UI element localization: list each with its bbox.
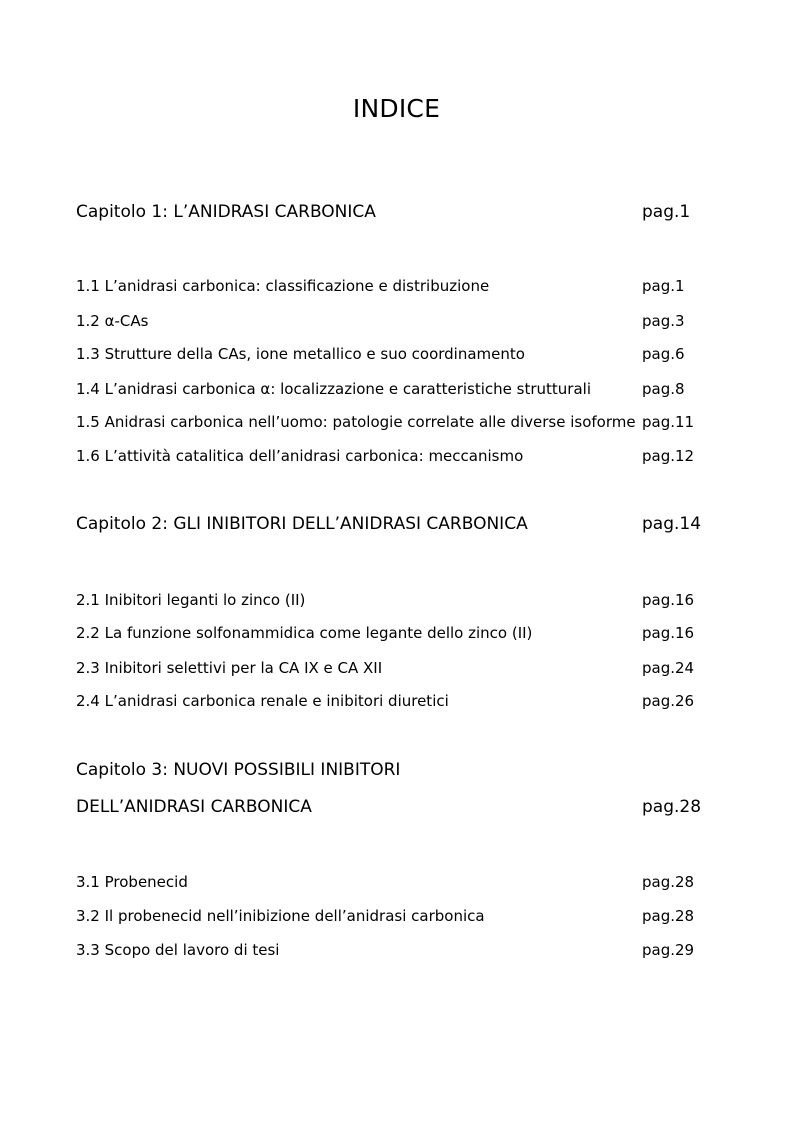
toc-entry-2-4 bbox=[76, 692, 716, 714]
chapter-2-page: pag.14 bbox=[642, 514, 702, 534]
section-1-3-title: 1.3 Strutture della CAs, ione metallico e suo coordinamento bbox=[76, 345, 525, 363]
chapter-3-entry-line2 bbox=[76, 797, 716, 821]
section-1-6-title: 1.6 L’attività catalitica dell’anidrasi carbonica: meccanismo bbox=[76, 447, 524, 465]
toc-entry-1-3 bbox=[76, 345, 716, 367]
section-3-3-page: pag.29 bbox=[642, 941, 695, 959]
section-1-5-page: pag.11 bbox=[642, 413, 695, 431]
section-3-2-title: 3.2 Il probenecid nell’inibizione dell’anidrasi carbonica bbox=[76, 907, 485, 925]
section-1-3-page: pag.6 bbox=[642, 345, 685, 363]
section-3-1-title: 3.1 Probenecid bbox=[76, 873, 188, 891]
toc-entry-3-2 bbox=[76, 907, 716, 929]
chapter-1-entry bbox=[76, 202, 716, 226]
chapter-2-title: Capitolo 2: GLI INIBITORI DELL’ANIDRASI CARBONICA bbox=[76, 514, 528, 534]
section-2-1-title: 2.1 Inibitori leganti lo zinco (II) bbox=[76, 591, 306, 609]
section-2-4-page: pag.26 bbox=[642, 692, 695, 710]
section-1-4-title: 1.4 L’anidrasi carbonica α: localizzazione e caratteristiche strutturali bbox=[76, 380, 591, 398]
section-2-3-page: pag.24 bbox=[642, 659, 695, 677]
toc-entry-3-1 bbox=[76, 873, 716, 895]
page-title: INDICE bbox=[352, 94, 441, 123]
section-3-1-page: pag.28 bbox=[642, 873, 695, 891]
chapter-3-title-line2: DELL’ANIDRASI CARBONICA bbox=[76, 797, 312, 817]
section-2-2-title: 2.2 La funzione solfonammidica come legante dello zinco (II) bbox=[76, 624, 533, 642]
toc-entry-1-1 bbox=[76, 277, 716, 299]
toc-entry-2-1 bbox=[76, 591, 716, 613]
toc-entry-1-5 bbox=[76, 413, 716, 435]
section-2-4-title: 2.4 L’anidrasi carbonica renale e inibitori diuretici bbox=[76, 692, 449, 710]
chapter-3-page: pag.28 bbox=[642, 797, 702, 817]
section-2-1-page: pag.16 bbox=[642, 591, 695, 609]
chapter-2-entry bbox=[76, 514, 716, 538]
section-1-1-title: 1.1 L’anidrasi carbonica: classificazione e distribuzione bbox=[76, 277, 490, 295]
section-2-3-title: 2.3 Inibitori selettivi per la CA IX e CA XII bbox=[76, 659, 383, 677]
section-1-5-title: 1.5 Anidrasi carbonica nell’uomo: patologie correlate alle diverse isoforme bbox=[76, 413, 636, 431]
chapter-3-title-line1: Capitolo 3: NUOVI POSSIBILI INIBITORI bbox=[76, 760, 401, 780]
section-1-2-title: 1.2 α-CAs bbox=[76, 312, 149, 330]
toc-entry-2-3 bbox=[76, 659, 716, 681]
toc-entry-1-4 bbox=[76, 380, 716, 402]
section-1-4-page: pag.8 bbox=[642, 380, 685, 398]
section-3-3-title: 3.3 Scopo del lavoro di tesi bbox=[76, 941, 280, 959]
section-1-1-page: pag.1 bbox=[642, 277, 685, 295]
section-1-6-page: pag.12 bbox=[642, 447, 695, 465]
chapter-1-title: Capitolo 1: L’ANIDRASI CARBONICA bbox=[76, 202, 376, 222]
toc-entry-2-2 bbox=[76, 624, 716, 646]
chapter-1-page: pag.1 bbox=[642, 202, 691, 222]
section-2-2-page: pag.16 bbox=[642, 624, 695, 642]
toc-entry-1-2 bbox=[76, 312, 716, 334]
section-1-2-page: pag.3 bbox=[642, 312, 685, 330]
toc-entry-1-6 bbox=[76, 447, 716, 469]
section-3-2-page: pag.28 bbox=[642, 907, 695, 925]
toc-entry-3-3 bbox=[76, 941, 716, 963]
chapter-3-entry-line1 bbox=[76, 760, 716, 784]
